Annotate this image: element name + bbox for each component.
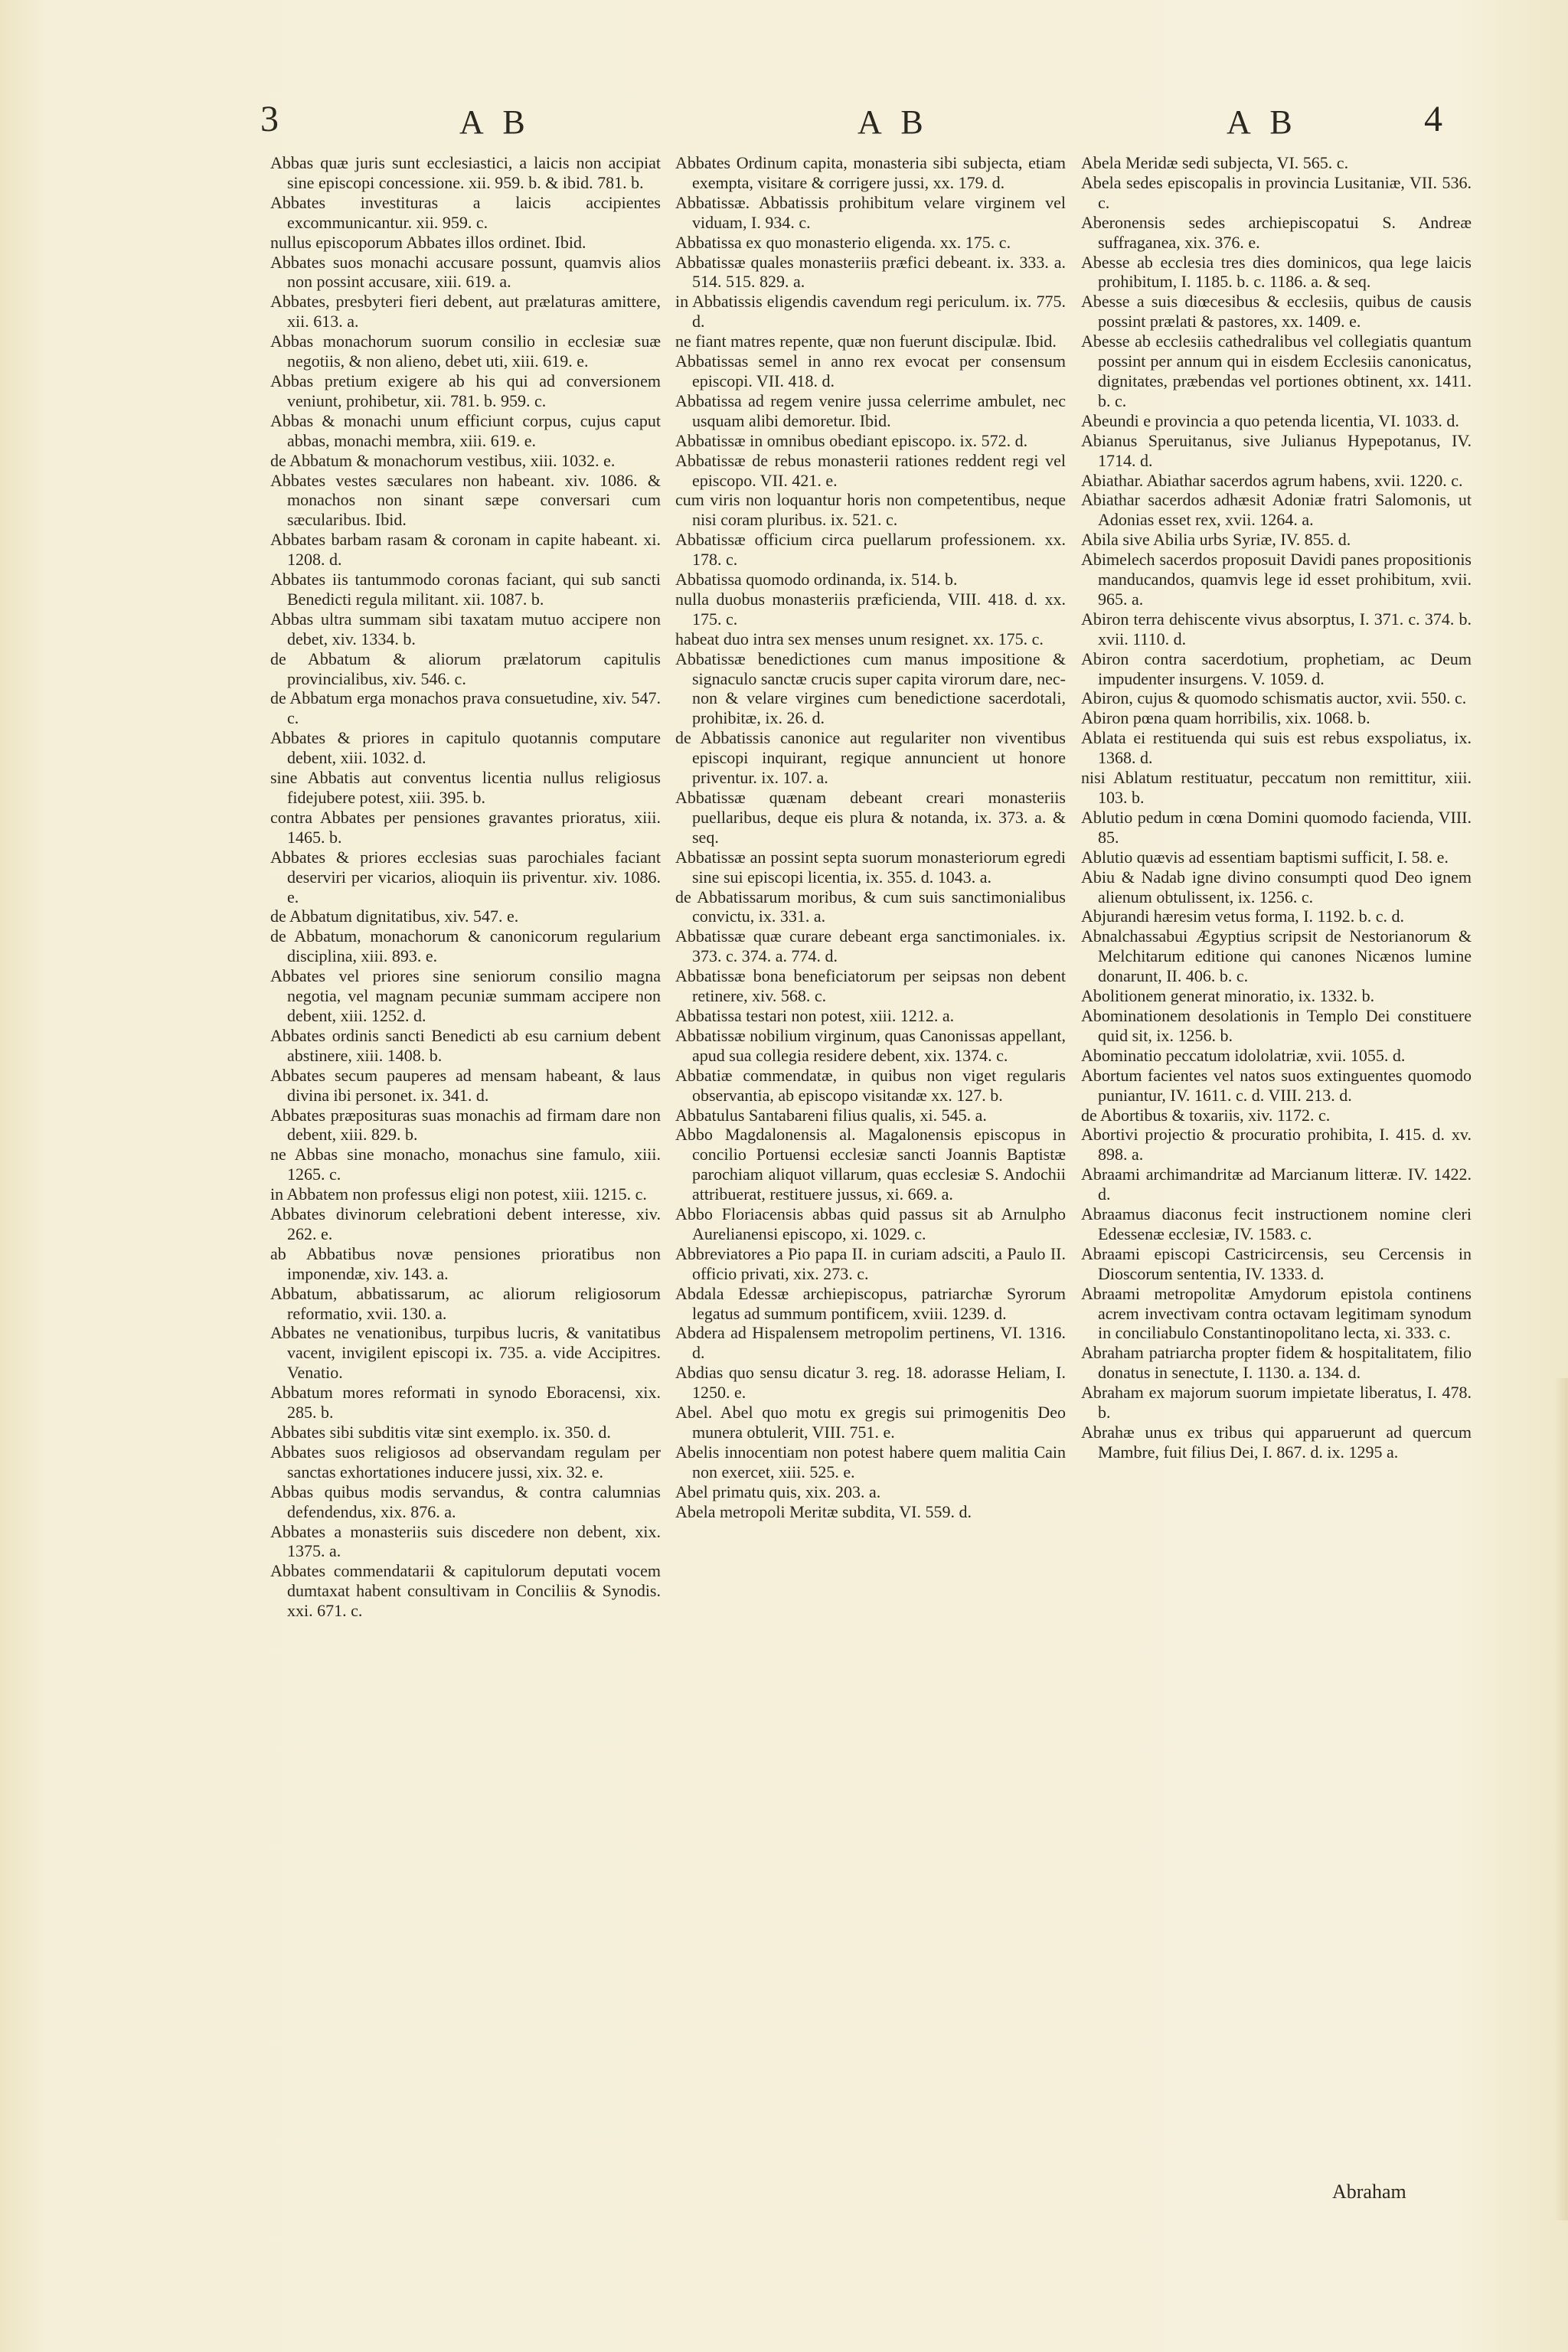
index-entry: Ablutio quævis ad essentiam baptismi sufficit, I. 58. e. — [1081, 847, 1449, 867]
index-entry: Abbas quibus modis servandus, & contra calumnias defendendus, xix. 876. a. — [270, 1481, 661, 1521]
catchword: Abraham — [1332, 2180, 1406, 2203]
index-column-middle — [675, 153, 1066, 1522]
index-entry: ne Abbas sine monacho, monachus sine famulo, xiii. 1265. c. — [270, 1145, 661, 1184]
index-entry: Abesse ab ecclesiis cathedralibus vel collegiatis quantum possint per annum qui in eisdem Ecclesiis canonicatus, dignitates, præbendas vel portiones obtinent, xx. 1411. b. c. — [1081, 332, 1472, 410]
index-entry: Abbates suos religiosos ad observandam regulam per sanctas exhortationes inducere jussi, xix. 32. e. — [270, 1442, 661, 1481]
index-entry: contra Abbates per pensiones gravantes prioratus, xiii. 1465. b. — [270, 807, 661, 847]
index-entry: Abimelech sacerdos proposuit Davidi panes propositionis manducandos, quamvis lege id esset prohibitum, xvii. 965. a. — [1081, 550, 1472, 609]
index-entry: Abortum facientes vel natos suos extinguentes quomodo puniantur, IV. 1611. c. d. VIII. 213. d. — [1081, 1065, 1472, 1105]
index-entry: de Abbatum & aliorum prælatorum capitulis provincialibus, xiv. 546. c. — [270, 648, 661, 688]
index-entry: Abdera ad Hispalensem metropolim pertinens, VI. 1316. d. — [675, 1323, 1066, 1363]
index-entry: in Abbatem non professus eligi non potest, xiii. 1215. c. — [270, 1184, 647, 1204]
index-entry: Abbatissa quomodo ordinanda, ix. 514. b. — [675, 570, 958, 590]
index-entry: Abbatissæ quales monasteriis præfici debeant. ix. 333. a. 514. 515. 829. a. — [675, 252, 1066, 292]
middle-running-head: A B — [858, 103, 929, 141]
running-header — [260, 98, 1455, 144]
index-entry: Abbates investituras a laicis accipientes excommunicantur. xii. 959. c. — [270, 192, 661, 232]
index-entry: Abbo Floriacensis abbas quid passus sit ab Arnulpho Aurelianensi episcopo, xi. 1029. c. — [675, 1204, 1066, 1243]
index-entry: Abelis innocentiam non potest habere quem malitia Cain non exercet, xiii. 525. e. — [675, 1442, 1066, 1481]
index-entry: de Abortibus & toxariis, xiv. 1172. c. — [1081, 1105, 1331, 1125]
index-entry: Abesse a suis diœcesibus & ecclesiis, quibus de causis possint prælati & pastores, xx. 1409. e. — [1081, 292, 1472, 332]
index-entry: de Abbatissarum moribus, & cum suis sanctimonialibus convictu, ix. 331. a. — [675, 887, 1066, 926]
index-entry: Abbatulus Santabareni filius qualis, xi. 545. a. — [675, 1105, 987, 1125]
index-entry: Abbates barbam rasam & coronam in capite habeant. xi. 1208. d. — [270, 530, 661, 570]
index-entry: Abbates divinorum celebrationi debent interesse, xiv. 262. e. — [270, 1204, 661, 1243]
index-entry: de Abbatum & monachorum vestibus, xiii. 1032. e. — [270, 450, 616, 470]
index-entry: Abbatum, abbatissarum, ac aliorum religiosorum reformatio, xvii. 130. a. — [270, 1283, 661, 1323]
index-entry: habeat duo intra sex menses unum resignet. xx. 175. c. — [675, 629, 1044, 648]
index-entry: ne fiant matres repente, quæ non fuerunt discipulæ. Ibid. — [675, 332, 1057, 351]
index-entry: Abbatissæ. Abbatissis prohibitum velare virginem vel viduam, I. 934. c. — [675, 192, 1066, 232]
index-entry: Abbatissa ad regem venire jussa celerrime ambulet, nec usquam alibi demoretur. Ibid. — [675, 390, 1066, 430]
index-entry: de Abbatissis canonice aut regulariter non viventibus episcopi inquirant, regique annuncient ut honore priventur. ix. 107. a. — [675, 728, 1066, 788]
index-entry: Abnalchassabui Ægyptius scripsit de Nestorianorum & Melchitarum editione qui canones Nicænos lumine donarunt, II. 406. b. c. — [1081, 926, 1472, 986]
index-entry: Abbatissæ bona beneficiatorum per seipsas non debent retinere, xiv. 568. c. — [675, 966, 1066, 1006]
index-entry: Ablutio pedum in cœna Domini quomodo facienda, VIII. 85. — [1081, 807, 1472, 847]
index-entry: Abbates & priores in capitulo quotannis computare debent, xiii. 1032. d. — [270, 728, 661, 768]
index-entry: Abela Meridæ sedi subjecta, VI. 565. c. — [1081, 153, 1349, 172]
index-entry: Abiathar sacerdos adhæsit Adoniæ fratri Salomonis, ut Adonias esset rex, xvii. 1264. a. — [1081, 490, 1472, 530]
index-entry: Abiron contra sacerdotium, prophetiam, ac Deum impudenter insurgens. V. 1059. d. — [1081, 648, 1472, 688]
index-entry: Abbatum mores reformati in synodo Eboracensi, xix. 285. b. — [270, 1383, 661, 1423]
index-entry: Abeundi e provincia a quo petenda licentia, VI. 1033. d. — [1081, 410, 1459, 430]
index-column-left — [270, 153, 661, 1621]
index-entry: Abominatio peccatum idololatriæ, xvii. 1055. d. — [1081, 1045, 1406, 1065]
index-entry: Abiathar. Abiathar sacerdos agrum habens, xvii. 1220. c. — [1081, 470, 1463, 490]
index-entry: Abesse ab ecclesia tres dies dominicos, qua lege laicis prohibitum, I. 1185. b. c. 1186. a. & seq. — [1081, 252, 1472, 292]
index-entry: Abolitionem generat minoratio, ix. 1332. b. — [1081, 986, 1375, 1006]
index-entry: Abbatissæ in omnibus obediant episcopo. ix. 572. d. — [675, 430, 1028, 450]
index-entry: Abbates vel priores sine seniorum consilio magna negotia, vel magnam pecuniæ summam accipere non debent, xiii. 1252. d. — [270, 966, 661, 1025]
index-entry: de Abbatum erga monachos prava consuetudine, xiv. 547. c. — [270, 688, 661, 728]
index-entry: Abianus Speruitanus, sive Julianus Hypepotanus, IV. 1714. d. — [1081, 430, 1472, 470]
index-entry: Abbatissa testari non potest, xiii. 1212. a. — [675, 1005, 955, 1025]
index-entry: Abominationem desolationis in Templo Dei constituere quid sit, ix. 1256. b. — [1081, 1005, 1472, 1045]
index-entry: Abbas quæ juris sunt ecclesiastici, a laicis non accipiat sine episcopi concessione. xii. 959. b. & ibid. 781. b. — [270, 153, 661, 192]
index-entry: Abbates præposituras suas monachis ad firmam dare non debent, xiii. 829. b. — [270, 1105, 661, 1145]
index-entry: Abbas ultra summam sibi taxatam mutuo accipere non debet, xiv. 1334. b. — [270, 609, 661, 648]
index-entry: Aberonensis sedes archiepiscopatui S. Andreæ suffraganea, xix. 376. e. — [1081, 212, 1472, 252]
index-entry: Abbates secum pauperes ad mensam habeant, & laus divina ibi personet. ix. 341. d. — [270, 1065, 661, 1105]
index-entry: Abbatissæ de rebus monasterii rationes reddent regi vel episcopo. VII. 421. e. — [675, 450, 1066, 490]
left-running-head: A B — [459, 103, 531, 141]
index-entry: Abiu & Nadab igne divino consumpti quod Deo ignem alienum obtulissent, ix. 1256. c. — [1081, 867, 1472, 906]
index-entry: Abbreviatores a Pio papa II. in curiam adsciti, a Paulo II. officio privati, xix. 273. c. — [675, 1243, 1066, 1283]
index-entry: Abbates ordinis sancti Benedicti ab esu carnium debent abstinere, xiii. 1408. b. — [270, 1025, 661, 1065]
index-entry: Abbates vestes sæculares non habeant. xiv. 1086. & monachos non sinant sæpe conversari cum sæcularibus. Ibid. — [270, 470, 661, 530]
index-entry: Abela sedes episcopalis in provincia Lusitaniæ, VII. 536. c. — [1081, 172, 1472, 212]
index-entry: Abbatissæ an possint septa suorum monasteriorum egredi sine sui episcopi licentia, ix. 355. d. 1043. a. — [675, 847, 1066, 887]
page-edge-shadow — [1554, 1378, 1568, 2220]
index-entry: Ablata ei restituenda qui suis est rebus exspoliatus, ix. 1368. d. — [1081, 728, 1472, 768]
index-entry: Abbates, presbyteri fieri debent, aut prælaturas amittere, xii. 613. a. — [270, 292, 661, 332]
index-entry: Abbatiæ commendatæ, in quibus non viget regularis observantia, ab episcopo visitandæ xx. 127. b. — [675, 1065, 1066, 1105]
index-entry: de Abbatum dignitatibus, xiv. 547. e. — [270, 906, 519, 926]
index-entry: in Abbatissis eligendis cavendum regi periculum. ix. 775. d. — [675, 292, 1066, 332]
index-entry: Abbates suos monachi accusare possunt, quamvis alios non possint accusare, xiii. 619. a. — [270, 252, 661, 292]
index-entry: Abraami episcopi Castricircensis, seu Cercensis in Dioscorum sententia, IV. 1333. d. — [1081, 1243, 1472, 1283]
index-entry: Abbatissas semel in anno rex evocat per consensum episcopi. VII. 418. d. — [675, 351, 1066, 390]
index-entry: Abortivi projectio & procuratio prohibita, I. 415. d. xv. 898. a. — [1081, 1125, 1472, 1165]
index-entry: Abraham ex majorum suorum impietate liberatus, I. 478. b. — [1081, 1383, 1472, 1423]
index-entry: Abila sive Abilia urbs Syriæ, IV. 855. d. — [1081, 530, 1351, 550]
index-entry: Abbatissæ benedictiones cum manus impositione & signaculo sanctæ crucis super capita virorum dare, nec-non & velare virgines cum benedictione sacerdotali, prohibitæ, ix. 26. d. — [675, 648, 1066, 728]
index-entry: Abbatissæ officium circa puellarum professionem. xx. 178. c. — [675, 530, 1066, 570]
index-entry: de Abbatum, monachorum & canonicorum regularium disciplina, xiii. 893. e. — [270, 926, 661, 966]
index-entry: Abraami metropolitæ Amydorum epistola continens acrem invectivam contra octavam legitimam synodum in conciliabulo Constantinopolitano lecta, xi. 333. c. — [1081, 1283, 1472, 1343]
index-entry: nullus episcoporum Abbates illos ordinet. Ibid. — [270, 232, 586, 252]
index-column-right — [1081, 153, 1472, 1462]
index-entry: Abbates commendatarii & capitulorum deputati vocem dumtaxat habent consultivam in Conciliis & Synodis. xxi. 671. c. — [270, 1561, 661, 1621]
index-entry: Abiron pœna quam horribilis, xix. 1068. b. — [1081, 708, 1370, 728]
right-page-number: 4 — [1424, 99, 1449, 139]
index-entry: Abbates sibi subditis vitæ sint exemplo. ix. 350. d. — [270, 1423, 611, 1442]
index-entry: Abbatissa ex quo monasterio eligenda. xx. 175. c. — [675, 232, 1011, 252]
index-entry: Abbas pretium exigere ab his qui ad conversionem veniunt, prohibetur, xii. 781. b. 959. c. — [270, 371, 661, 410]
index-entry: Abiron, cujus & quomodo schismatis auctor, xvii. 550. c. — [1081, 688, 1467, 708]
index-entry: Abel. Abel quo motu ex gregis sui primogenitis Deo munera obtulerit, VIII. 751. e. — [675, 1403, 1066, 1442]
index-entry: Abrahæ unus ex tribus qui apparuerunt ad quercum Mambre, fuit filius Dei, I. 867. d. ix. 1295 a. — [1081, 1423, 1472, 1462]
index-entry: Abdias quo sensu dicatur 3. reg. 18. adorasse Heliam, I. 1250. e. — [675, 1363, 1066, 1403]
index-entry: Abjurandi hæresim vetus forma, I. 1192. b. c. d. — [1081, 906, 1404, 926]
index-entry: Abbates Ordinum capita, monasteria sibi subjecta, etiam exempta, visitare & corrigere jussi, xx. 179. d. — [675, 153, 1066, 192]
index-entry: Abdala Edessæ archiepiscopus, patriarchæ Syrorum legatus ad summum pontificem, xviii. 1239. d. — [675, 1283, 1066, 1323]
left-page-number: 3 — [260, 99, 285, 139]
index-entry: Abbates & priores ecclesias suas parochiales faciant deserviri per vicarios, alioquin iis priventur. xiv. 1086. e. — [270, 847, 661, 906]
index-entry: ab Abbatibus novæ pensiones prioratibus non imponendæ, xiv. 143. a. — [270, 1243, 661, 1283]
index-entry: Abel primatu quis, xix. 203. a. — [675, 1481, 881, 1501]
index-entry: nisi Ablatum restituatur, peccatum non remittitur, xiii. 103. b. — [1081, 768, 1472, 807]
index-entry: Abbo Magdalonensis al. Magalonensis episcopus in concilio Portuensi ecclesiæ sancti Joannis Baptistæ parochiam aliquot villarum, quas ecclesiæ S. Andochii attribuerat, restituere jussus, xi. 669. a. — [675, 1125, 1066, 1204]
index-entry: Abbates iis tantummodo coronas faciant, qui sub sancti Benedicti regula militant. xii. 1087. b. — [270, 570, 661, 609]
index-entry: Abraham patriarcha propter fidem & hospitalitatem, filio donatus in senectute, I. 1130. a. 134. d. — [1081, 1343, 1472, 1383]
index-entry: Abbates ne venationibus, turpibus lucris, & vanitatibus vacent, invigilent episcopi ix. 735. a. vide Accipitres. Venatio. — [270, 1323, 661, 1383]
right-running-head: A B — [1227, 103, 1298, 141]
index-entry: Abbatissæ quæ curare debeant erga sanctimoniales. ix. 373. c. 374. a. 774. d. — [675, 926, 1066, 966]
index-entry: Abbates a monasteriis suis discedere non debent, xix. 1375. a. — [270, 1521, 661, 1561]
index-entry: cum viris non loquantur horis non competentibus, neque nisi coram pluribus. ix. 521. c. — [675, 490, 1066, 530]
index-entry: nulla duobus monasteriis præficienda, VIII. 418. d. xx. 175. c. — [675, 589, 1066, 629]
index-entry: sine Abbatis aut conventus licentia nullus religiosus fidejubere potest, xiii. 395. b. — [270, 768, 661, 807]
index-entry: Abbatissæ quænam debeant creari monasteriis puellaribus, deque eis plura & notanda, ix. 373. a. & seq. — [675, 788, 1066, 847]
index-entry: Abbatissæ nobilium virginum, quas Canonissas appellant, apud sua collegia residere debent, xix. 1374. c. — [675, 1025, 1066, 1065]
index-entry: Abela metropoli Meritæ subdita, VI. 559. d. — [675, 1501, 972, 1521]
index-entry: Abraami archimandritæ ad Marcianum litteræ. IV. 1422. d. — [1081, 1165, 1472, 1204]
index-entry: Abiron terra dehiscente vivus absorptus, I. 371. c. 374. b. xvii. 1110. d. — [1081, 609, 1472, 648]
index-entry: Abbas monachorum suorum consilio in ecclesiæ suæ negotiis, & non alieno, debet uti, xiii. 619. e. — [270, 332, 661, 371]
index-entry: Abbas & monachi unum efficiunt corpus, cujus caput abbas, monachi membra, xiii. 619. e. — [270, 410, 661, 450]
index-entry: Abraamus diaconus fecit instructionem nomine cleri Edessenæ ecclesiæ, IV. 1583. c. — [1081, 1204, 1472, 1243]
